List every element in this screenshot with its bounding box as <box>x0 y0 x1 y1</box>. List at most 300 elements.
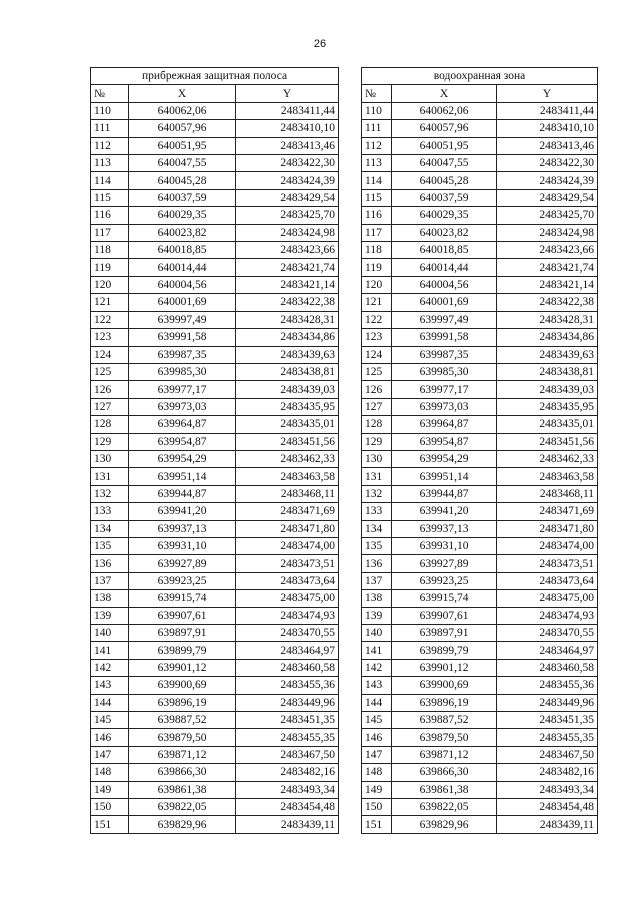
table-gap <box>339 485 362 502</box>
table-gap <box>339 642 362 659</box>
right-x-value: 639901,12 <box>392 659 497 676</box>
right-x-value: 640029,35 <box>392 207 497 224</box>
left-y-value: 2483455,35 <box>236 729 339 746</box>
right-y-value: 2483451,56 <box>497 433 598 450</box>
left-y-value: 2483411,44 <box>236 102 339 119</box>
right-x-value: 639937,13 <box>392 520 497 537</box>
left-x-value: 639901,12 <box>129 659 236 676</box>
table-row <box>91 677 598 694</box>
table-gap <box>339 746 362 763</box>
left-x-value: 639887,52 <box>129 712 236 729</box>
left-x-value: 640018,85 <box>129 242 236 259</box>
right-x-value: 639829,96 <box>392 816 497 833</box>
left-x-value: 639822,05 <box>129 799 236 816</box>
right-point-number: 140 <box>362 625 392 642</box>
right-point-number: 117 <box>362 224 392 241</box>
right-point-number: 118 <box>362 242 392 259</box>
right-y-value: 2483439,63 <box>497 346 598 363</box>
right-y-value: 2483421,74 <box>497 259 598 276</box>
right-x-value: 639941,20 <box>392 503 497 520</box>
left-y-value: 2483467,50 <box>236 746 339 763</box>
left-y-value: 2483421,14 <box>236 276 339 293</box>
table-row <box>91 346 598 363</box>
right-y-value: 2483451,35 <box>497 712 598 729</box>
right-y-value: 2483464,97 <box>497 642 598 659</box>
table-gap <box>339 329 362 346</box>
right-point-number: 128 <box>362 416 392 433</box>
right-x-value: 639899,79 <box>392 642 497 659</box>
right-x-value: 640037,59 <box>392 189 497 206</box>
left-point-number: 139 <box>91 607 129 624</box>
table-gap <box>339 85 362 102</box>
right-y-value: 2483455,35 <box>497 729 598 746</box>
left-x-value: 639879,50 <box>129 729 236 746</box>
left-x-value: 640062,06 <box>129 102 236 119</box>
left-point-number: 128 <box>91 416 129 433</box>
table-row <box>91 276 598 293</box>
left-point-number: 111 <box>91 120 129 137</box>
right-point-number: 115 <box>362 189 392 206</box>
left-point-number: 137 <box>91 572 129 589</box>
table-row <box>91 642 598 659</box>
right-x-value: 639927,89 <box>392 555 497 572</box>
right-y-value: 2483462,33 <box>497 450 598 467</box>
left-point-number: 119 <box>91 259 129 276</box>
right-point-number: 121 <box>362 294 392 311</box>
right-point-number: 112 <box>362 137 392 154</box>
left-y-value: 2483428,31 <box>236 311 339 328</box>
left-point-number: 133 <box>91 503 129 520</box>
left-x-value: 640004,56 <box>129 276 236 293</box>
table-row <box>91 746 598 763</box>
left-point-number: 147 <box>91 746 129 763</box>
left-x-value: 640001,69 <box>129 294 236 311</box>
left-x-value: 639977,17 <box>129 381 236 398</box>
column-header-num: № <box>91 85 129 102</box>
left-x-value: 639944,87 <box>129 485 236 502</box>
left-x-value: 639923,25 <box>129 572 236 589</box>
left-point-number: 120 <box>91 276 129 293</box>
left-y-value: 2483435,95 <box>236 398 339 415</box>
table-gap <box>339 659 362 676</box>
left-point-number: 126 <box>91 381 129 398</box>
left-x-value: 639915,74 <box>129 590 236 607</box>
right-point-number: 147 <box>362 746 392 763</box>
section-title-right: водоохранная зона <box>362 68 598 85</box>
right-point-number: 141 <box>362 642 392 659</box>
left-point-number: 123 <box>91 329 129 346</box>
right-x-value: 639887,52 <box>392 712 497 729</box>
section-title-left: прибрежная защитная полоса <box>91 68 339 85</box>
column-header-y: Y <box>497 85 598 102</box>
right-x-value: 639900,69 <box>392 677 497 694</box>
right-y-value: 2483468,11 <box>497 485 598 502</box>
right-y-value: 2483482,16 <box>497 764 598 781</box>
table-gap <box>339 764 362 781</box>
table-gap <box>339 102 362 119</box>
table-row <box>91 625 598 642</box>
right-x-value: 639822,05 <box>392 799 497 816</box>
right-point-number: 146 <box>362 729 392 746</box>
table-row <box>91 294 598 311</box>
right-y-value: 2483424,39 <box>497 172 598 189</box>
table-row <box>91 120 598 137</box>
left-y-value: 2483454,48 <box>236 799 339 816</box>
left-x-value: 639997,49 <box>129 311 236 328</box>
right-y-value: 2483470,55 <box>497 625 598 642</box>
right-x-value: 639897,91 <box>392 625 497 642</box>
right-point-number: 127 <box>362 398 392 415</box>
left-point-number: 135 <box>91 537 129 554</box>
right-point-number: 119 <box>362 259 392 276</box>
table-gap <box>339 503 362 520</box>
left-y-value: 2483425,70 <box>236 207 339 224</box>
right-point-number: 125 <box>362 363 392 380</box>
right-x-value: 639977,17 <box>392 381 497 398</box>
table-gap <box>339 68 362 85</box>
column-header-row <box>91 85 598 102</box>
table-row <box>91 659 598 676</box>
table-gap <box>339 172 362 189</box>
right-point-number: 122 <box>362 311 392 328</box>
table-row <box>91 712 598 729</box>
table-gap <box>339 276 362 293</box>
right-point-number: 143 <box>362 677 392 694</box>
left-point-number: 131 <box>91 468 129 485</box>
left-point-number: 146 <box>91 729 129 746</box>
table-row <box>91 468 598 485</box>
right-y-value: 2483474,00 <box>497 537 598 554</box>
table-gap <box>339 259 362 276</box>
table-gap <box>339 363 362 380</box>
left-x-value: 639931,10 <box>129 537 236 554</box>
left-point-number: 151 <box>91 816 129 833</box>
table-row <box>91 607 598 624</box>
left-x-value: 639991,58 <box>129 329 236 346</box>
left-y-value: 2483474,00 <box>236 537 339 554</box>
left-point-number: 132 <box>91 485 129 502</box>
left-point-number: 138 <box>91 590 129 607</box>
right-y-value: 2483473,64 <box>497 572 598 589</box>
table-row <box>91 485 598 502</box>
right-y-value: 2483434,86 <box>497 329 598 346</box>
right-y-value: 2483428,31 <box>497 311 598 328</box>
left-y-value: 2483434,86 <box>236 329 339 346</box>
right-x-value: 639987,35 <box>392 346 497 363</box>
table-row <box>91 799 598 816</box>
table-gap <box>339 155 362 172</box>
table-gap <box>339 311 362 328</box>
left-y-value: 2483474,93 <box>236 607 339 624</box>
right-point-number: 145 <box>362 712 392 729</box>
right-y-value: 2483471,69 <box>497 503 598 520</box>
right-point-number: 123 <box>362 329 392 346</box>
left-point-number: 136 <box>91 555 129 572</box>
column-header-x: X <box>392 85 497 102</box>
right-y-value: 2483460,58 <box>497 659 598 676</box>
right-y-value: 2483455,36 <box>497 677 598 694</box>
table-row <box>91 398 598 415</box>
table-gap <box>339 607 362 624</box>
right-y-value: 2483411,44 <box>497 102 598 119</box>
right-point-number: 116 <box>362 207 392 224</box>
right-y-value: 2483493,34 <box>497 781 598 798</box>
right-x-value: 640051,95 <box>392 137 497 154</box>
right-y-value: 2483435,01 <box>497 416 598 433</box>
left-x-value: 639964,87 <box>129 416 236 433</box>
right-x-value: 639964,87 <box>392 416 497 433</box>
table-gap <box>339 294 362 311</box>
left-x-value: 639937,13 <box>129 520 236 537</box>
left-point-number: 142 <box>91 659 129 676</box>
table-gap <box>339 572 362 589</box>
table-gap <box>339 398 362 415</box>
table-gap <box>339 677 362 694</box>
right-point-number: 138 <box>362 590 392 607</box>
right-x-value: 639973,03 <box>392 398 497 415</box>
right-point-number: 124 <box>362 346 392 363</box>
left-x-value: 640037,59 <box>129 189 236 206</box>
left-point-number: 122 <box>91 311 129 328</box>
table-gap <box>339 799 362 816</box>
table-row <box>91 416 598 433</box>
table-row <box>91 329 598 346</box>
coordinates-body <box>91 102 598 833</box>
right-point-number: 139 <box>362 607 392 624</box>
left-y-value: 2483449,96 <box>236 694 339 711</box>
left-y-value: 2483422,30 <box>236 155 339 172</box>
table-gap <box>339 694 362 711</box>
left-x-value: 639987,35 <box>129 346 236 363</box>
right-x-value: 640062,06 <box>392 102 497 119</box>
right-x-value: 640045,28 <box>392 172 497 189</box>
left-y-value: 2483473,64 <box>236 572 339 589</box>
right-x-value: 639871,12 <box>392 746 497 763</box>
left-point-number: 116 <box>91 207 129 224</box>
left-point-number: 148 <box>91 764 129 781</box>
left-x-value: 639897,91 <box>129 625 236 642</box>
right-y-value: 2483435,95 <box>497 398 598 415</box>
table-gap <box>339 537 362 554</box>
table-gap <box>339 729 362 746</box>
left-point-number: 114 <box>91 172 129 189</box>
right-point-number: 131 <box>362 468 392 485</box>
right-y-value: 2483424,98 <box>497 224 598 241</box>
right-point-number: 113 <box>362 155 392 172</box>
left-x-value: 640029,35 <box>129 207 236 224</box>
right-x-value: 640047,55 <box>392 155 497 172</box>
left-y-value: 2483464,97 <box>236 642 339 659</box>
right-x-value: 640014,44 <box>392 259 497 276</box>
right-y-value: 2483474,93 <box>497 607 598 624</box>
left-point-number: 144 <box>91 694 129 711</box>
left-point-number: 110 <box>91 102 129 119</box>
left-x-value: 639861,38 <box>129 781 236 798</box>
right-point-number: 151 <box>362 816 392 833</box>
left-point-number: 140 <box>91 625 129 642</box>
table-row <box>91 189 598 206</box>
right-y-value: 2483423,66 <box>497 242 598 259</box>
right-point-number: 135 <box>362 537 392 554</box>
left-y-value: 2483451,56 <box>236 433 339 450</box>
table-row <box>91 537 598 554</box>
right-x-value: 640001,69 <box>392 294 497 311</box>
right-y-value: 2483473,51 <box>497 555 598 572</box>
table-gap <box>339 555 362 572</box>
left-y-value: 2483482,16 <box>236 764 339 781</box>
left-x-value: 639954,29 <box>129 450 236 467</box>
left-point-number: 134 <box>91 520 129 537</box>
left-x-value: 639866,30 <box>129 764 236 781</box>
right-x-value: 639931,10 <box>392 537 497 554</box>
left-y-value: 2483422,38 <box>236 294 339 311</box>
right-x-value: 640018,85 <box>392 242 497 259</box>
right-y-value: 2483439,03 <box>497 381 598 398</box>
left-y-value: 2483463,58 <box>236 468 339 485</box>
right-y-value: 2483475,00 <box>497 590 598 607</box>
table-row <box>91 207 598 224</box>
right-point-number: 142 <box>362 659 392 676</box>
right-x-value: 639954,29 <box>392 450 497 467</box>
left-x-value: 640023,82 <box>129 224 236 241</box>
left-y-value: 2483471,69 <box>236 503 339 520</box>
table-gap <box>339 381 362 398</box>
left-x-value: 639973,03 <box>129 398 236 415</box>
left-point-number: 115 <box>91 189 129 206</box>
section-header-row <box>91 68 598 85</box>
right-x-value: 639907,61 <box>392 607 497 624</box>
right-y-value: 2483439,11 <box>497 816 598 833</box>
table-gap <box>339 346 362 363</box>
right-point-number: 126 <box>362 381 392 398</box>
right-point-number: 148 <box>362 764 392 781</box>
right-y-value: 2483421,14 <box>497 276 598 293</box>
left-point-number: 141 <box>91 642 129 659</box>
right-x-value: 639954,87 <box>392 433 497 450</box>
table-gap <box>339 590 362 607</box>
right-y-value: 2483425,70 <box>497 207 598 224</box>
right-x-value: 639991,58 <box>392 329 497 346</box>
table-row <box>91 381 598 398</box>
left-x-value: 639985,30 <box>129 363 236 380</box>
left-y-value: 2483439,03 <box>236 381 339 398</box>
table-row <box>91 433 598 450</box>
column-header-y: Y <box>236 85 339 102</box>
right-y-value: 2483471,80 <box>497 520 598 537</box>
left-y-value: 2483473,51 <box>236 555 339 572</box>
left-point-number: 112 <box>91 137 129 154</box>
table-gap <box>339 242 362 259</box>
left-x-value: 640047,55 <box>129 155 236 172</box>
table-row <box>91 555 598 572</box>
right-y-value: 2483413,46 <box>497 137 598 154</box>
table-row <box>91 224 598 241</box>
table-row <box>91 764 598 781</box>
right-point-number: 150 <box>362 799 392 816</box>
left-point-number: 129 <box>91 433 129 450</box>
table-gap <box>339 781 362 798</box>
table-row <box>91 155 598 172</box>
right-y-value: 2483410,10 <box>497 120 598 137</box>
right-x-value: 639944,87 <box>392 485 497 502</box>
table-row <box>91 816 598 833</box>
right-point-number: 134 <box>362 520 392 537</box>
right-x-value: 639861,38 <box>392 781 497 798</box>
column-header-x: X <box>129 85 236 102</box>
column-header-num: № <box>362 85 392 102</box>
left-x-value: 639829,96 <box>129 816 236 833</box>
left-y-value: 2483423,66 <box>236 242 339 259</box>
left-y-value: 2483424,39 <box>236 172 339 189</box>
left-y-value: 2483410,10 <box>236 120 339 137</box>
left-y-value: 2483460,58 <box>236 659 339 676</box>
left-point-number: 118 <box>91 242 129 259</box>
right-y-value: 2483449,96 <box>497 694 598 711</box>
left-point-number: 124 <box>91 346 129 363</box>
left-y-value: 2483429,54 <box>236 189 339 206</box>
table-row <box>91 311 598 328</box>
right-y-value: 2483422,38 <box>497 294 598 311</box>
right-x-value: 639879,50 <box>392 729 497 746</box>
left-point-number: 117 <box>91 224 129 241</box>
left-x-value: 640045,28 <box>129 172 236 189</box>
left-y-value: 2483471,80 <box>236 520 339 537</box>
left-y-value: 2483424,98 <box>236 224 339 241</box>
left-point-number: 121 <box>91 294 129 311</box>
right-x-value: 640057,96 <box>392 120 497 137</box>
left-x-value: 639941,20 <box>129 503 236 520</box>
right-point-number: 137 <box>362 572 392 589</box>
right-y-value: 2483467,50 <box>497 746 598 763</box>
right-point-number: 144 <box>362 694 392 711</box>
table-gap <box>339 189 362 206</box>
left-point-number: 127 <box>91 398 129 415</box>
right-x-value: 639915,74 <box>392 590 497 607</box>
table-gap <box>339 450 362 467</box>
coordinates-table <box>90 67 598 834</box>
right-point-number: 111 <box>362 120 392 137</box>
table-row <box>91 450 598 467</box>
left-point-number: 149 <box>91 781 129 798</box>
table-gap <box>339 712 362 729</box>
left-y-value: 2483468,11 <box>236 485 339 502</box>
right-point-number: 130 <box>362 450 392 467</box>
left-x-value: 639907,61 <box>129 607 236 624</box>
table-gap <box>339 224 362 241</box>
left-point-number: 113 <box>91 155 129 172</box>
left-y-value: 2483439,63 <box>236 346 339 363</box>
right-x-value: 639923,25 <box>392 572 497 589</box>
table-gap <box>339 207 362 224</box>
table-gap <box>339 416 362 433</box>
right-x-value: 639951,14 <box>392 468 497 485</box>
table-row <box>91 503 598 520</box>
table-gap <box>339 625 362 642</box>
left-y-value: 2483470,55 <box>236 625 339 642</box>
right-x-value: 640004,56 <box>392 276 497 293</box>
table-gap <box>339 433 362 450</box>
left-point-number: 150 <box>91 799 129 816</box>
table-row <box>91 729 598 746</box>
table-row <box>91 363 598 380</box>
left-y-value: 2483439,11 <box>236 816 339 833</box>
left-point-number: 143 <box>91 677 129 694</box>
table-gap <box>339 137 362 154</box>
table-row <box>91 242 598 259</box>
right-y-value: 2483463,58 <box>497 468 598 485</box>
left-point-number: 130 <box>91 450 129 467</box>
right-point-number: 132 <box>362 485 392 502</box>
